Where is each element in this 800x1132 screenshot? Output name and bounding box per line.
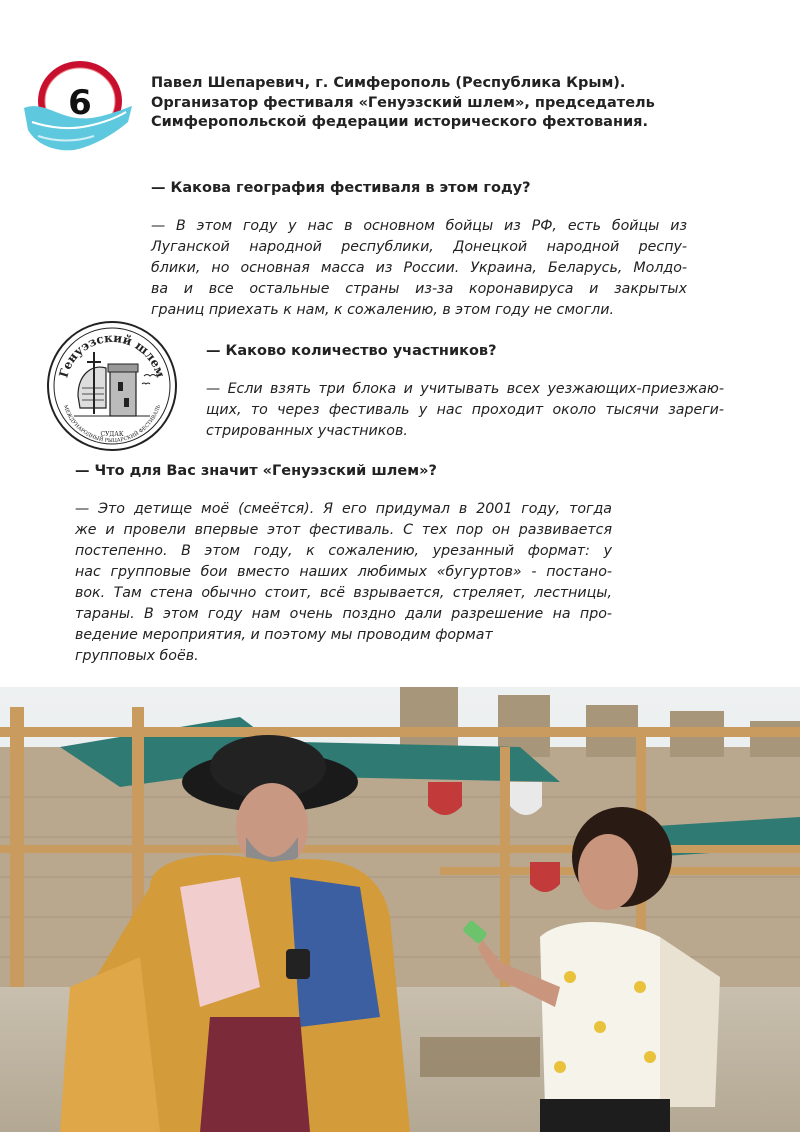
answer-1 xyxy=(151,216,687,321)
answer-line: — Это детище моё (смеётся). Я его придумал в 2001 году, тогда xyxy=(75,501,612,517)
answer-2 xyxy=(206,379,724,442)
number-badge xyxy=(22,56,134,160)
question-2: — Каково количество участников? xyxy=(206,343,497,359)
answer-line: стрированных участников. xyxy=(206,423,408,439)
answer-line: же и провели впервые этот фестиваль. С тех пор он развивается xyxy=(75,522,612,538)
answer-line: границ приехать к нам, к сожалению, в этом году не смогли. xyxy=(151,302,614,318)
answer-line: щих, то через фестиваль у нас проходит около тысячи зареги- xyxy=(206,402,724,418)
festival-logo xyxy=(44,318,180,454)
intro-line: Симферопольской федерации исторического фехтования. xyxy=(151,114,648,130)
answer-line: Луганской народной республики, Донецкой народной респу- xyxy=(151,239,687,255)
interview-photo xyxy=(0,687,800,1132)
badge-number: 6 xyxy=(68,83,92,123)
answer-line: постепенно. В этом году, к сожалению, урезанный формат: у xyxy=(75,543,612,559)
answer-line: групповых боёв. xyxy=(75,648,199,664)
answer-line: нас групповые бои вместо наших любимых «бугуртов» - постано- xyxy=(75,564,612,580)
answer-line: — Если взять три блока и учитывать всех уезжающих-приезжаю- xyxy=(206,381,724,397)
intro-line: Павел Шепаревич, г. Симферополь (Республика Крым). xyxy=(151,75,626,91)
answer-line: тараны. В этом году нам очень поздно дали разрешение на про- xyxy=(75,606,612,622)
logo-bottom-text: СУДАК xyxy=(100,431,124,438)
interviewee-intro xyxy=(151,74,711,133)
answer-3 xyxy=(75,499,612,667)
question-1: — Какова география фестиваля в этом году? xyxy=(151,180,531,196)
answer-line: вок. Там стена обычно стоит, всё взрывается, стреляет, лестницы, xyxy=(75,585,612,601)
intro-line: Организатор фестиваля «Генуэзский шлем», председатель xyxy=(151,94,655,111)
logo-title: Генуэзский шлем xyxy=(56,330,168,380)
logo-ring-text: МЕЖДУНАРОДНЫЙ РЫЦАРСКИЙ ФЕСТИВАЛЬ xyxy=(61,404,163,445)
answer-line: ведение мероприятия, и поэтому мы проводим формат xyxy=(75,627,493,643)
answer-line: ва и все остальные страны из-за коронавируса и закрытых xyxy=(151,281,687,297)
question-3: — Что для Вас значит «Генуэзский шлем»? xyxy=(75,463,437,479)
answer-line: блики, но основная масса из России. Украина, Беларусь, Молдо- xyxy=(151,260,687,276)
answer-line: — В этом году у нас в основном бойцы из РФ, есть бойцы из xyxy=(151,218,687,234)
